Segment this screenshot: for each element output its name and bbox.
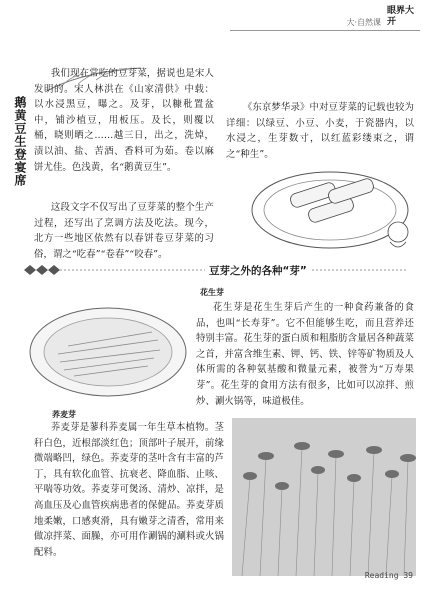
header-corner-badge: 眼界大开 <box>387 6 415 27</box>
section-title: 豆芽之外的各种“芽” <box>205 263 311 278</box>
peanut-sprouts-photo <box>28 292 188 402</box>
paragraph-peanut-sprout: 花生芽是花生生芽后产生的一种食药兼备的食品，也叫“长寿芽”。它不但能够生吃，而且营养还特别丰富。花生芽的蛋白质和粗脂肪含量居各种蔬菜之首，并富含维生素、钾、钙、铁、锌等矿物质及人体所需的各种氨基酸和微量元素，被誉为“万寿果芽”。花生芽的食用方法有很多，比如可以凉拌、煎炒、涮火锅等，味道极佳。 <box>196 302 414 407</box>
paragraph-bean-sprout-history: 我们现在常吃的豆芽菜，据说也是宋人发明的。宋人林洪在《山家清供》中载：以水浸黑豆，曝之。及芽，以糠秕置盆中，铺沙植豆，用板压。及长，则覆以桶，晓则晒之……越三日，出之，洗焯，渍以油、盐、苦酒、香料可为茹。卷以麻饼尤佳。色浅黄，名“鹅黄豆生”。 <box>34 68 214 173</box>
buckwheat-sprouts-photo <box>232 418 416 576</box>
buckwheat-sprout-heading: 荞麦芽 <box>52 410 76 419</box>
paragraph-dongjing-menghua: 《东京梦华录》中对豆芽菜的记载也较为详细：以绿豆、小豆、小麦，于瓷器内，以水浸之，生芽数寸，以红蓝彩缕束之，谓之“种生”。 <box>226 102 414 160</box>
header-rule <box>230 30 420 31</box>
header-series-label: 大·自然课 <box>346 18 381 27</box>
paragraph-production-process: 这段文字不仅写出了豆芽菜的整个生产过程，还写出了烹调方法及吃法。现今，北方一些地区依然有以春饼卷豆芽菜的习俗，谓之“吃春”“卷春”“咬春”。 <box>34 202 214 260</box>
article-vertical-title: 鹅黄豆生登宴席 <box>13 96 27 187</box>
bean-sprout-rolls-illustration <box>250 148 420 260</box>
peanut-sprout-heading: 花生芽 <box>200 288 224 297</box>
paragraph-buckwheat-sprout: 荞麦芽是蓼科荞麦属一年生草本植物。茎秆白色，近根部淡红色；顶部叶子展开，前缘微端略凹，绿色。荞麦芽的茎叶含有丰富的芦丁，具有软化血管、抗衰老、降血脂、止咳、平喘等功效。荞麦芽可煲汤、清炒、凉拌，是高血压及心血管疾病患者的保健品。荞麦芽质地柔嫩，口感爽滑，具有嫩芽之清香，常用来做凉拌菜、面臊，亦可用作涮锅的涮料或火锅配料。 <box>34 422 224 558</box>
page-footer: Reading 39 <box>364 571 413 580</box>
